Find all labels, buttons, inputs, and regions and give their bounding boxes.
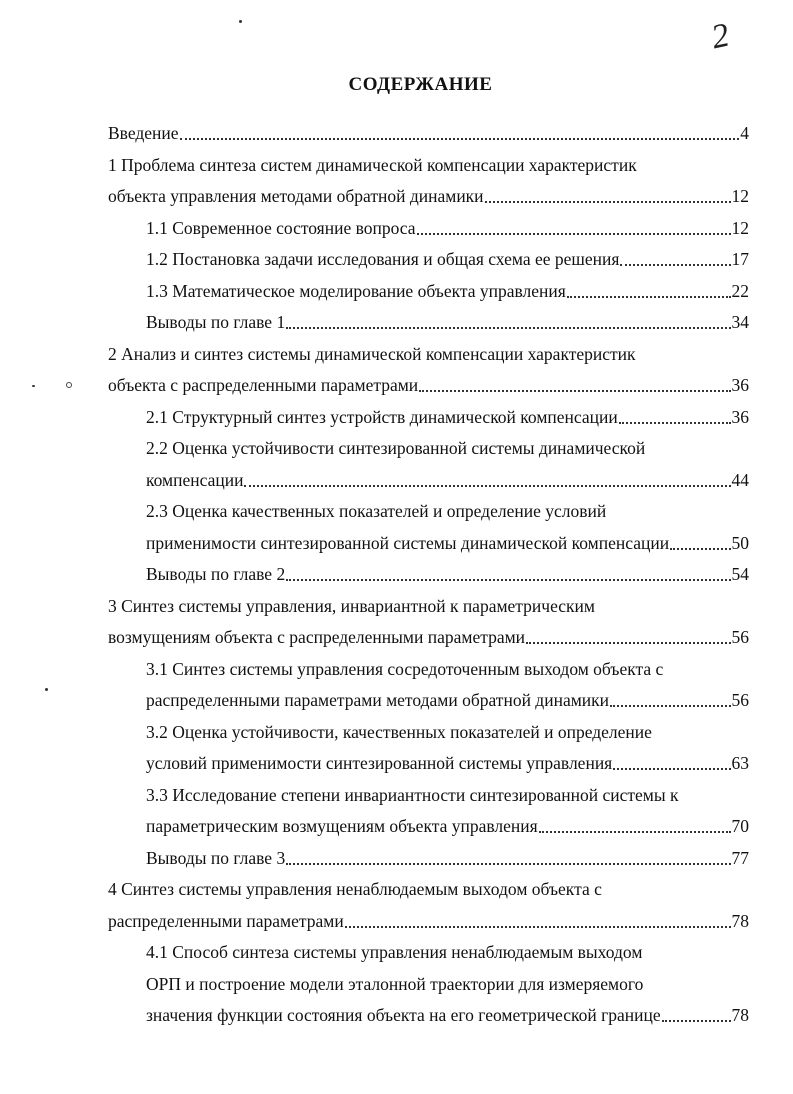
toc-entry[interactable] bbox=[146, 496, 606, 526]
toc-entry[interactable] bbox=[146, 969, 643, 999]
toc-entry[interactable] bbox=[146, 780, 679, 810]
toc-entry-page: 4 bbox=[740, 123, 749, 143]
toc-entry[interactable] bbox=[146, 811, 749, 841]
toc-entry[interactable] bbox=[108, 150, 637, 180]
toc-entry-title: значения функции состояния объекта на его геометрической границе bbox=[146, 1005, 661, 1025]
toc-entry[interactable] bbox=[146, 244, 749, 274]
toc-entry[interactable] bbox=[146, 654, 663, 684]
toc-entry-page: 22 bbox=[731, 280, 749, 301]
toc-entry-title: Выводы по главе 2 bbox=[146, 564, 286, 584]
dot-leader bbox=[539, 831, 731, 833]
toc-entry-title: объекта с распределенными параметрами bbox=[108, 375, 419, 395]
toc-entry[interactable] bbox=[108, 118, 749, 148]
scan-speck bbox=[32, 385, 35, 387]
toc-entry-page: 77 bbox=[731, 847, 749, 868]
toc-entry[interactable] bbox=[146, 937, 642, 967]
toc-entry-title: 2.1 Структурный синтез устройств динамической компенсации bbox=[146, 406, 618, 427]
toc-entry[interactable] bbox=[146, 213, 749, 243]
toc-entry[interactable] bbox=[108, 370, 749, 400]
toc-entry-title: 2.3 Оценка качественных показателей и определение условий bbox=[146, 501, 607, 521]
toc-entry-title: условий применимости синтезированной системы управления bbox=[146, 753, 613, 773]
toc-entry-title: Выводы по главе 3 bbox=[146, 847, 286, 868]
toc-entry-title: 1 Проблема синтеза систем динамической компенсации характеристик bbox=[108, 154, 637, 175]
dot-leader bbox=[286, 327, 730, 329]
dot-leader bbox=[670, 548, 730, 550]
toc-entry[interactable] bbox=[108, 874, 602, 904]
toc-entry-page: 56 bbox=[731, 627, 749, 647]
toc-entry[interactable] bbox=[146, 843, 749, 873]
toc-entry-page: 78 bbox=[731, 1005, 749, 1025]
toc-entry-title: Введение bbox=[108, 123, 179, 143]
toc-entry[interactable] bbox=[108, 622, 749, 652]
toc-entry[interactable] bbox=[108, 906, 749, 936]
toc-entry[interactable] bbox=[146, 748, 749, 778]
toc-entry-title: ОРП и построение модели эталонной траектории для измеряемого bbox=[146, 973, 644, 994]
dot-leader bbox=[180, 138, 740, 140]
toc-entry-page: 12 bbox=[731, 186, 749, 206]
toc-entry-page: 63 bbox=[731, 753, 749, 773]
dot-leader bbox=[419, 390, 730, 392]
toc-entry-page: 54 bbox=[731, 564, 749, 584]
toc-entry-title: 3.3 Исследование степени инвариантности синтезированной системы к bbox=[146, 784, 679, 805]
toc-entry-title: 3.2 Оценка устойчивости, качественных показателей и определение bbox=[146, 721, 652, 742]
toc-entry[interactable] bbox=[146, 276, 749, 306]
toc-entry-title: распределенными параметрами методами обратной динамики bbox=[146, 690, 610, 710]
toc-entry-title: 3.1 Синтез системы управления сосредоточенным выходом объекта с bbox=[146, 658, 664, 679]
toc-entry-page: 12 bbox=[731, 217, 749, 238]
toc-entry[interactable] bbox=[108, 181, 749, 211]
dot-leader bbox=[613, 768, 730, 770]
toc-entry-title: 4.1 Способ синтеза системы управления ненаблюдаемым выходом bbox=[146, 942, 643, 962]
toc-entry[interactable] bbox=[108, 591, 595, 621]
toc-entry-title: применимости синтезированной системы динамической компенсации bbox=[146, 532, 670, 553]
toc-entry-title: распределенными параметрами bbox=[108, 910, 344, 931]
toc-entry[interactable] bbox=[146, 685, 749, 715]
dot-leader bbox=[662, 1020, 731, 1022]
toc-entry[interactable] bbox=[146, 528, 749, 558]
dot-leader bbox=[244, 485, 730, 487]
toc-entry-title: возмущениям объекта с распределенными параметрами bbox=[108, 627, 526, 647]
scan-speck bbox=[66, 382, 72, 388]
toc-entry-title: 1.3 Математическое моделирование объекта управления bbox=[146, 280, 566, 301]
scan-speck bbox=[239, 20, 242, 23]
dot-leader bbox=[345, 926, 731, 928]
toc-entry-page: 44 bbox=[731, 469, 749, 490]
toc-entry-page: 34 bbox=[731, 312, 749, 332]
toc-entry-page: 50 bbox=[731, 532, 749, 553]
toc-entry[interactable] bbox=[146, 433, 645, 463]
toc-entry-page: 36 bbox=[731, 406, 749, 427]
toc-entry-title: 4 Синтез системы управления ненаблюдаемым выходом объекта с bbox=[108, 879, 602, 899]
scan-speck bbox=[45, 688, 48, 691]
toc-entry-title: 1.1 Современное состояние вопроса bbox=[146, 217, 416, 238]
toc-entry-page: 56 bbox=[731, 690, 749, 710]
dot-leader bbox=[286, 579, 730, 581]
toc-entry[interactable] bbox=[146, 307, 749, 337]
toc-entry-title: параметрическим возмущениям объекта управления bbox=[146, 816, 538, 836]
toc-entry[interactable] bbox=[146, 402, 749, 432]
dot-leader bbox=[526, 642, 730, 644]
toc-entry[interactable] bbox=[146, 717, 652, 747]
page-title: СОДЕРЖАНИЕ bbox=[348, 74, 493, 95]
toc-entry-page: 36 bbox=[731, 375, 749, 395]
dot-leader bbox=[620, 264, 730, 266]
toc-entry[interactable] bbox=[146, 1000, 749, 1030]
toc-entry-title: 1.2 Постановка задачи исследования и общая схема ее решения bbox=[146, 249, 620, 269]
dot-leader bbox=[610, 705, 730, 707]
dot-leader bbox=[567, 296, 731, 298]
handwritten-page-number: 2 bbox=[708, 16, 733, 57]
toc-entry-page: 17 bbox=[731, 249, 749, 269]
toc-entry-title: Выводы по главе 1 bbox=[146, 312, 286, 332]
dot-leader bbox=[417, 233, 731, 235]
toc-entry-title: 2 Анализ и синтез системы динамической компенсации характеристик bbox=[108, 343, 636, 364]
toc-entry-title: 2.2 Оценка устойчивости синтезированной системы динамической bbox=[146, 438, 646, 458]
toc-entry[interactable] bbox=[146, 559, 749, 589]
toc-entry-title: объекта управления методами обратной динамики bbox=[108, 186, 484, 206]
toc-entry-page: 78 bbox=[731, 910, 749, 931]
dot-leader bbox=[485, 201, 731, 203]
dot-leader bbox=[619, 422, 731, 424]
toc-entry[interactable] bbox=[146, 465, 749, 495]
toc-entry[interactable] bbox=[108, 339, 636, 369]
toc-entry-title: компенсации bbox=[146, 469, 244, 490]
dot-leader bbox=[286, 863, 730, 865]
toc-entry-title: 3 Синтез системы управления, инвариантной к параметрическим bbox=[108, 595, 596, 616]
toc-entry-page: 70 bbox=[731, 816, 749, 836]
